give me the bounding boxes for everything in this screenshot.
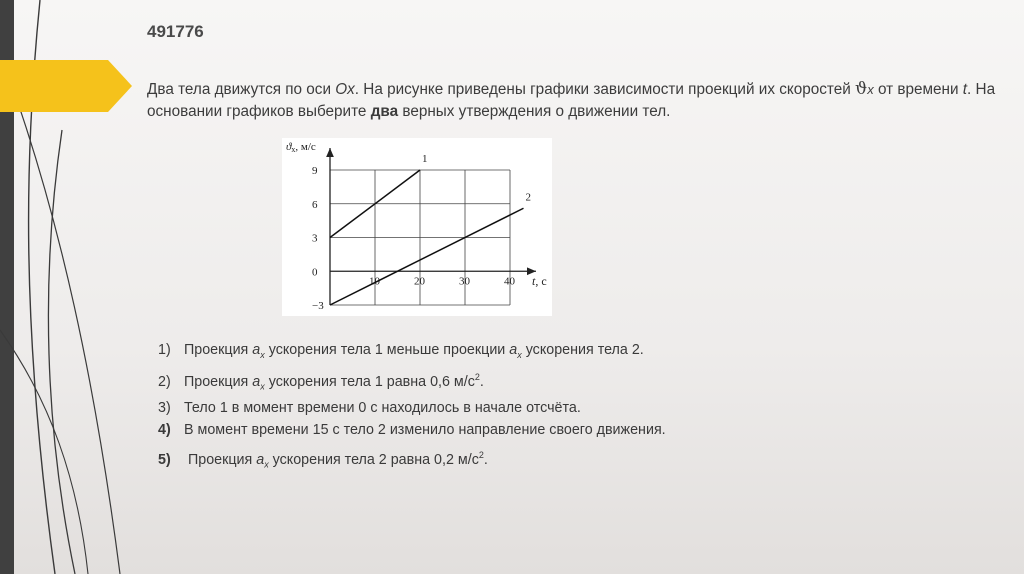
x-tick-label: 10 xyxy=(369,275,380,288)
slide-id: 491776 xyxy=(147,22,204,41)
graph-svg xyxy=(282,138,552,316)
series-line-2 xyxy=(330,208,524,305)
answer-4: 4) В момент времени 15 с тело 2 изменило направление своего движения. xyxy=(158,422,666,439)
x-tick-label: 30 xyxy=(459,275,470,288)
y-tick-label: 0 xyxy=(312,266,318,279)
answer-2: 2) Проекция $a_x$ ускорения тела 1 равна 0,6 $м/с^2$. xyxy=(158,371,484,392)
velocity-graph xyxy=(282,138,552,316)
answer-5: 5) Проекция $a_x$ ускорения тела 2 равна 0,2 $м/с^2$. xyxy=(158,450,488,471)
series-label-1: 1 xyxy=(422,153,428,165)
answer-list xyxy=(158,339,666,476)
series-label-2: 2 xyxy=(525,191,531,204)
y-tick-label: 9 xyxy=(312,165,318,177)
y-tick-label: −3 xyxy=(312,300,324,312)
x-axis-label: t, с xyxy=(532,274,547,288)
yellow-arrow-marker xyxy=(0,60,132,112)
y-tick-label: 6 xyxy=(312,198,318,211)
answer-1: 1) Проекция $a_x$ ускорения тела 1 меньше проекции $a_x$ ускорения тела 2. xyxy=(158,342,644,360)
x-tick-label: 20 xyxy=(414,275,425,288)
x-tick-label: 40 xyxy=(504,275,515,288)
y-axis-label: ϑx, м/с xyxy=(286,141,316,154)
y-tick-label: 3 xyxy=(312,232,318,245)
question-text: Два тела движутся по оси Ox. На рисунке приведены графики зависимости проекций их скоростей ϑx от времени t. На основании графиков выберите два верных утверждения о движении тел. xyxy=(147,79,996,120)
answer-3: 3) Тело 1 в момент времени 0 с находилось в начале отсчёта. xyxy=(158,400,581,417)
